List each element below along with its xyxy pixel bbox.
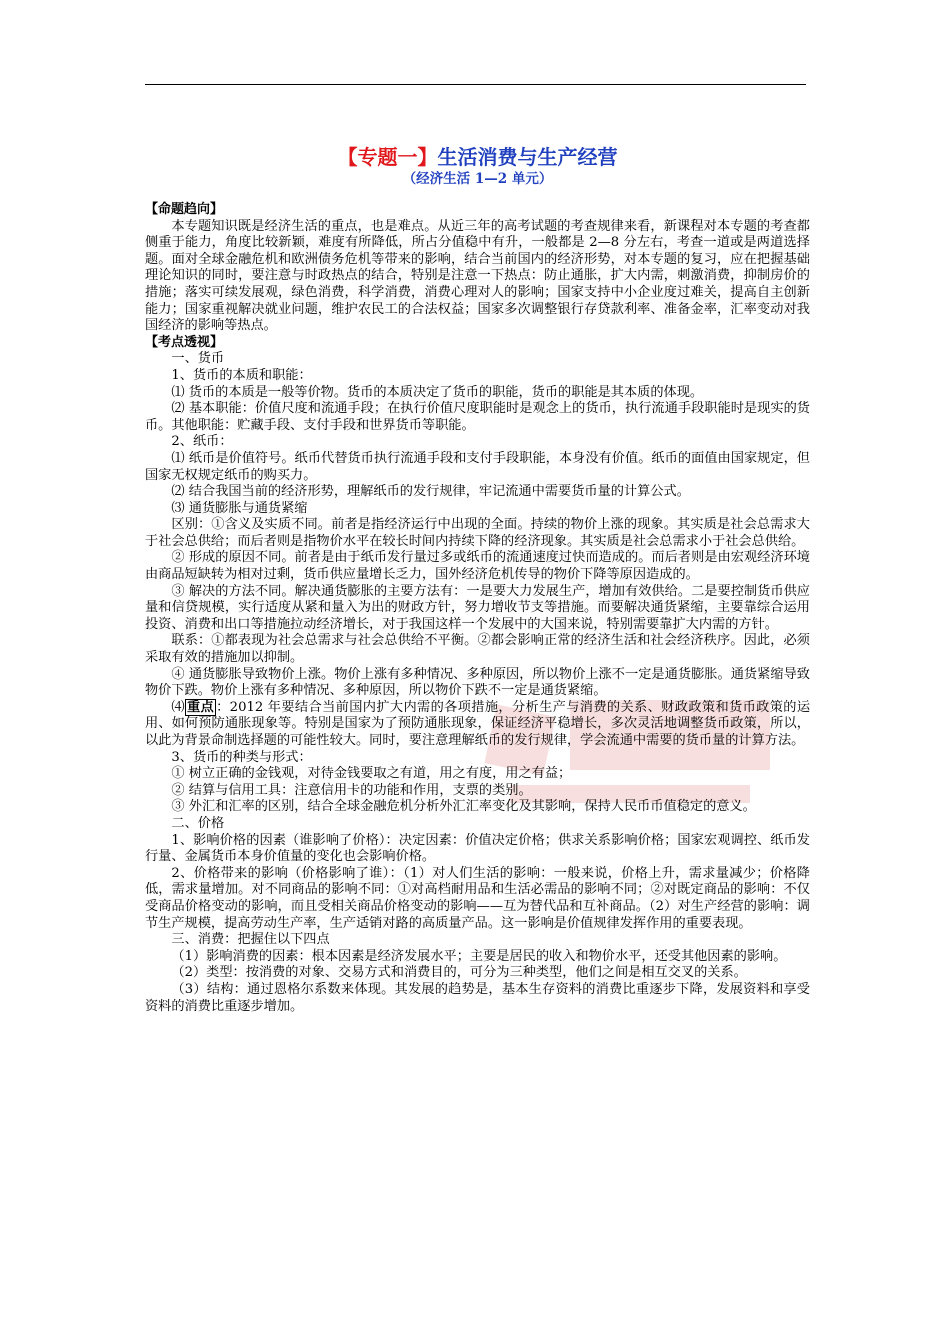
- text-line: ② 结算与信用工具：注意信用卡的功能和作用，支票的类别。: [171, 782, 532, 798]
- text-line: 1、影响价格的因素（谁影响了价格）：决定因素：价值决定价格；供求关系影响价格；国家宏观调控、纸币发行量、金属货币本身价值量的变化也会影响价格。: [145, 832, 810, 865]
- text-line: 三、消费：把握住以下四点: [171, 932, 330, 948]
- key-point-label: 重点: [186, 699, 215, 715]
- text-line: ⑶ 通货膨胀与通货紧缩: [171, 500, 308, 516]
- title-main: 生活消费与生产经营: [437, 145, 618, 169]
- trend-paragraph: 本专题知识既是经济生活的重点，也是难点。从近三年的高考试题的考查规律来看，新课程对本专题的考查都侧重于能力，角度比较新颖，难度有所降低，所占分值稳中有升，一般都是 2—8 分左右，考查一道或是两道选择题。面对全球金融危机和欧洲债务危机等带来的影响，结合当前国内的经济形势，对本专题的复习，应在把握基础理论知识的同时，要注意与时政热点的结合，特别是注意一下热点：防止通胀，扩大内需，刺激消费，抑制房价的措施；落实可续发展观，绿色消费，科学消费，消费心理对人的影响；国家支持中小企业度过难关，提高自主创新能力；国家重视解决就业问题，维护农民工的合法权益；国家多次调整银行存贷款利率、准备金率，汇率变动对我国经济的影响等热点。: [145, 218, 810, 334]
- section-heading-trend: 【命题趋向】: [145, 202, 224, 217]
- text-line: （2）类型：按消费的对象、交易方式和消费目的，可分为三种类型，他们之间是相互交叉的关系。: [171, 965, 747, 981]
- section-heading-points: 【考点透视】: [145, 334, 224, 350]
- document-body: [145, 144, 810, 1015]
- text-line: 2、价格带来的影响（价格影响了谁）：（1）对人们生活的影响：一般来说，价格上升，需求量减少；价格降低，需求量增加。对不同商品的影响不同：①对高档耐用品和生活必需品的影响不同；②对既定商品的影响：不仅受商品价格变动的影响，而且受相关商品价格变动的影响——互为替代品和互补商品。（2）对生产经营的影响：调节生产规模，提高劳动生产率，生产适销对路的高质量产品。这一影响是价值规律发挥作用的重要表现。: [145, 865, 810, 931]
- text-line: ③ 外汇和汇率的区别，结合全球金融危机分析外汇汇率变化及其影响，保持人民币币值稳定的意义。: [171, 799, 756, 815]
- text-line: 2、纸币：: [171, 434, 233, 450]
- key-point-prefix: ⑷: [171, 699, 185, 715]
- text-line: ④ 通货膨胀导致物价上涨。物价上涨有多种情况、多种原因，所以物价上涨不一定是通货膨胀。通货紧缩导致物价下跌。物价上涨有多种情况、多种原因，所以物价下跌不一定是通货紧缩。: [145, 666, 810, 699]
- text-line: （3）结构：通过恩格尔系数来体现。其发展的趋势是，基本生存资料的消费比重逐步下降，发展资料和享受资料的消费比重逐步增加。: [145, 981, 810, 1014]
- page-subtitle: （经济生活 1—2 单元）: [402, 171, 553, 187]
- text-line: 联系：①都表现为社会总需求与社会总供给不平衡。②都会影响正常的经济生活和社会经济秩序。因此，必须采取有效的措施加以抑制。: [145, 633, 810, 666]
- text-line: 一、货币: [171, 351, 225, 367]
- header-rule: [145, 84, 806, 85]
- text-line: ③ 解决的方法不同。解决通货膨胀的主要方法有：一是要大力发展生产，增加有效供给。二是要控制货币供应量和信贷规模，实行适度从紧和量入为出的财政方针，努力增收节支等措施。而要解决通货紧缩，主要靠综合运用投资、消费和出口等措施拉动经济增长，对于我国这样一个发展中的大国来说，特别需要靠扩大内需的方针。: [145, 583, 810, 632]
- text-line: 1、货币的本质和职能：: [171, 367, 312, 383]
- text-line: ⑵ 结合我国当前的经济形势，理解纸币的发行规律，牢记流通中需要货币量的计算公式。: [171, 484, 690, 500]
- text-line: 二、价格: [171, 815, 225, 831]
- text-line: 区别：①含义及实质不同。前者是指经济运行中出现的全面。持续的物价上涨的现象。其实质是社会总需求大于社会总供给；而后者则是指物价水平在较长时间内持续下降的经济现象。其实质是社会总需求小于社会总供给。: [145, 517, 810, 549]
- text-line: ② 形成的原因不同。前者是由于纸币发行量过多或纸币的流通速度过快而造成的。而后者则是由宏观经济环境由商品短缺转为相对过剩，货币供应量增长乏力，国外经济危机传导的物价下降等原因造成的。: [145, 550, 810, 583]
- text-line: ⑴ 货币的本质是一般等价物。货币的本质决定了货币的职能，货币的职能是其本质的体现。: [171, 384, 704, 400]
- text-line: （1）影响消费的因素：根本因素是经济发展水平；主要是居民的收入和物价水平，还受其他因素的影响。: [171, 948, 787, 964]
- text-line: ⑴ 纸币是价值符号。纸币代替货币执行流通手段和支付手段职能，本身没有价值。纸币的面值由国家规定，但国家无权规定纸币的购买力。: [145, 450, 810, 483]
- title-bracket: 【专题一】: [337, 145, 438, 169]
- key-point-text: ：2012 年要结合当前国内扩大内需的各项措施，分析生产与消费的关系、财政政策和货币政策的运用、如何预防通胀现象等。特别是国家为了预防通胀现象，保证经济平稳增长，多次灵活地调整货币政策，所以，以此为背景命制选择题的可能性较大。同时，要注意理解纸币的发行规律，学会流通中需要的货币量的计算方法。: [145, 699, 811, 748]
- text-line: 3、货币的种类与形式：: [171, 749, 312, 765]
- text-line: ① 树立正确的金钱观，对待金钱要取之有道，用之有度，用之有益；: [171, 766, 572, 782]
- text-line: ⑵ 基本职能：价值尺度和流通手段；在执行价值尺度职能时是观念上的货币，执行流通手段职能时是现实的货币。其他职能：贮藏手段、支付手段和世界货币等职能。: [145, 401, 810, 433]
- key-point-paragraph: [145, 700, 810, 750]
- page-title: [145, 144, 810, 170]
